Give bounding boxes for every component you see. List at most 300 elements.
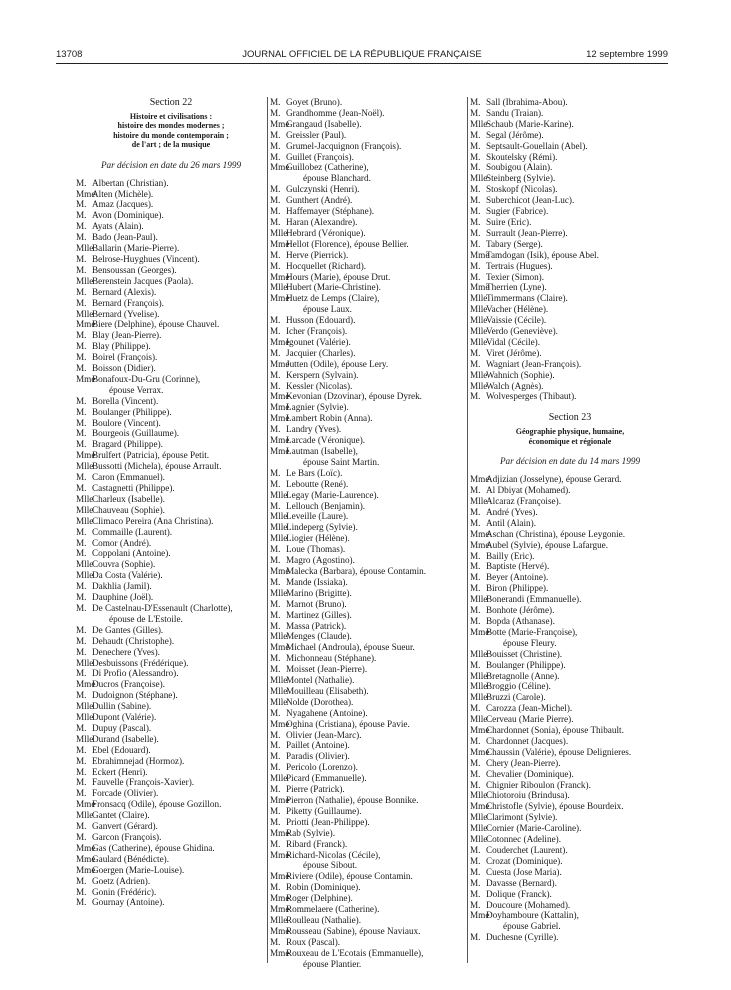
civility-title: M. (76, 330, 87, 341)
person-name: Gunthert (André). (286, 195, 353, 206)
list-item (470, 703, 670, 714)
list-item (76, 865, 266, 876)
list-item (470, 348, 670, 359)
civility-title: M. (76, 821, 87, 832)
person-name: Nyagahene (Antoine). (286, 707, 368, 718)
person-name: Jutten (Odile), épouse Lery. (286, 358, 389, 369)
list-item (270, 108, 466, 119)
list-item (76, 494, 266, 505)
list-item (470, 681, 670, 692)
civility-title: M. (270, 500, 281, 511)
civility-title: M. (270, 380, 281, 391)
civility-title: Mme (270, 271, 290, 282)
list-item (470, 206, 670, 217)
list-item (76, 788, 266, 799)
list-item (270, 228, 466, 239)
person-name: Cuesta (Jose Maria). (486, 866, 562, 877)
civility-title: Mlle (76, 559, 94, 570)
civility-title: M. (470, 855, 481, 866)
person-name: Steinberg (Sylvie). (486, 173, 556, 184)
person-name: Hellot (Florence), épouse Bellier. (286, 238, 409, 249)
civility-title: Mme (270, 904, 290, 915)
section-heading: Section 22 (149, 97, 193, 108)
civility-title: M. (270, 151, 281, 162)
civility-title: M. (470, 572, 481, 583)
civility-title: Mlle (270, 282, 288, 293)
person-name: Menges (Claude). (286, 631, 352, 642)
person-name: Haffemayer (Stéphane). (286, 206, 375, 217)
person-name: Bonafoux-Du-Gru (Corinne), (92, 373, 201, 384)
list-item (270, 282, 466, 293)
list-item (76, 232, 266, 243)
list-item (270, 588, 466, 599)
married-name: épouse Fleury. (503, 637, 557, 648)
civility-title: Mlle (270, 631, 288, 642)
person-name: Viret (Jérôme). (486, 347, 542, 358)
person-name: Gantet (Claire). (92, 810, 150, 821)
person-name: Hocquellet (Richard). (286, 260, 367, 271)
list-item (270, 250, 466, 261)
person-name: Dauphine (Joël). (92, 592, 154, 603)
civility-title: M. (270, 762, 281, 773)
civility-title: Mme (270, 849, 290, 860)
list-item (270, 337, 466, 348)
person-name: Albertan (Christian). (92, 177, 169, 188)
person-name: Crozat (Dominique). (486, 855, 563, 866)
list-item (470, 900, 670, 911)
list-item (270, 359, 466, 370)
civility-title: M. (470, 845, 481, 855)
civility-title: Mlle (470, 823, 488, 834)
civility-title: Mlle (76, 657, 94, 668)
section-heading: Section 23 (548, 412, 592, 424)
civility-title: M. (76, 417, 87, 428)
civility-title: M. (76, 286, 87, 297)
civility-title: Mme (76, 853, 96, 864)
person-name: Biron (Philippe). (486, 583, 549, 594)
list-item (270, 871, 466, 882)
list-item (270, 621, 466, 632)
person-name: Richard-Nicolas (Cécile), (286, 849, 381, 860)
list-item (470, 119, 670, 130)
person-name: Goyet (Bruno). (286, 97, 343, 107)
list-item (270, 130, 466, 141)
civility-title: M. (270, 97, 281, 107)
list-item (270, 762, 466, 773)
person-name: Verdo (Geneviève). (486, 326, 558, 337)
list-item (270, 828, 466, 839)
civility-title: M. (76, 221, 87, 232)
list-item (270, 370, 466, 381)
civility-title: M. (270, 784, 281, 795)
list-item (470, 660, 670, 671)
person-name: Septsault-Gouellain (Abel). (486, 140, 588, 151)
list-item (76, 189, 266, 200)
person-name: Magro (Agostino). (286, 555, 355, 566)
person-name: Davasse (Bernard). (486, 877, 557, 888)
civility-title: M. (270, 620, 281, 631)
person-name: Brulfert (Patricia), épouse Petit. (92, 450, 210, 461)
civility-title: M. (470, 162, 481, 173)
civility-title: M. (76, 788, 87, 799)
list-item (76, 428, 266, 439)
section-subtitle (76, 112, 266, 150)
person-name: Landry (Yves). (286, 424, 342, 435)
list-item (470, 605, 670, 616)
civility-title: Mlle (470, 380, 488, 391)
list-item (270, 435, 466, 446)
civility-title: M. (270, 653, 281, 664)
civility-title: M. (270, 936, 281, 947)
civility-title: M. (470, 899, 481, 910)
list-item (76, 854, 266, 865)
person-name: Walch (Agnès). (486, 380, 544, 391)
civility-title: Mlle (470, 648, 488, 659)
list-item (270, 817, 466, 828)
list-item (270, 501, 466, 512)
list-item (76, 298, 266, 309)
list-item (470, 714, 670, 725)
civility-title: Mme (76, 679, 96, 690)
list-item (76, 647, 266, 658)
civility-title: M. (270, 555, 281, 566)
list-item (76, 810, 266, 821)
list-item (470, 692, 670, 703)
list-item (76, 701, 266, 712)
civility-title: Mlle (76, 810, 94, 821)
civility-title: M. (270, 260, 281, 271)
list-item (270, 784, 466, 795)
list-item (270, 664, 466, 675)
person-name: Bado (Jean-Paul). (92, 232, 158, 243)
list-item (270, 839, 466, 850)
married-name: épouse Plantier. (303, 958, 362, 969)
civility-title: M. (270, 882, 281, 893)
person-name: Chardonnet (Sonia), épouse Thibault. (486, 725, 624, 736)
person-name: Forcade (Olivier). (92, 788, 159, 799)
civility-title: Mme (470, 539, 490, 550)
person-name: Segal (Jérôme). (486, 129, 544, 140)
list-item (470, 889, 670, 900)
list-item (76, 559, 266, 570)
civility-title: Mlle (76, 712, 94, 723)
person-name: Bonhote (Jérôme). (486, 605, 555, 616)
person-name: Boirel (François). (92, 352, 158, 363)
list-item (76, 199, 266, 210)
person-name: Duchesne (Cyrille). (486, 932, 559, 943)
person-name: Chardonnet (Jacques). (486, 735, 569, 746)
name-list (270, 97, 466, 970)
list-item (76, 538, 266, 549)
civility-title: M. (470, 151, 481, 162)
civility-title: M. (76, 581, 87, 592)
person-name: Surrault (Jean-Pierre). (486, 227, 568, 238)
list-item (270, 544, 466, 555)
civility-title: Mme (76, 842, 96, 853)
person-name: Schaub (Marie-Karine). (486, 118, 574, 129)
civility-title: M. (470, 506, 481, 517)
civility-title: M. (76, 439, 87, 450)
list-item (270, 730, 466, 741)
list-item (76, 221, 266, 232)
civility-title: Mlle (470, 670, 488, 681)
person-name: Bernard (Alexis). (92, 286, 157, 297)
list-item (270, 206, 466, 217)
civility-title: M. (470, 227, 481, 238)
person-name: Broggio (Céline). (486, 681, 551, 692)
person-name: Rommelaere (Catherine). (286, 904, 380, 915)
person-name: Carozza (Jean-Michel). (486, 703, 573, 714)
list-item (470, 910, 670, 921)
list-item (270, 511, 466, 522)
list-item (270, 533, 466, 544)
list-item (76, 636, 266, 647)
list-item (470, 282, 670, 293)
civility-title: Mlle (470, 812, 488, 823)
person-name: Lindeperg (Sylvie). (286, 522, 358, 533)
list-item (470, 769, 670, 780)
person-name: Riviere (Odile), épouse Contamin. (286, 871, 413, 882)
civility-title: M. (470, 550, 481, 561)
civility-title: Mme (270, 642, 290, 653)
list-item (76, 767, 266, 778)
person-name: Nolde (Dorothea). (286, 696, 354, 707)
person-name: Vaissie (Cécile). (486, 315, 547, 326)
name-list (470, 97, 670, 402)
decision-date: Par décision en date du 14 mars 1999 (499, 456, 641, 467)
person-name: De Gantes (Gilles). (92, 624, 164, 635)
list-item (270, 904, 466, 915)
subtitle-line: Géographie physique, humaine, (515, 427, 625, 437)
civility-title: M. (76, 755, 87, 766)
person-name: Gas (Catherine), épouse Ghidina. (92, 842, 215, 853)
person-name: Lambert Robin (Anna). (286, 413, 373, 424)
civility-title: M. (470, 703, 481, 714)
civility-title: M. (470, 271, 481, 282)
person-name: Wahnich (Sophie). (486, 369, 555, 380)
civility-title: Mme (470, 801, 490, 812)
person-name: Larcade (Véronique). (286, 435, 366, 446)
civility-title: M. (470, 485, 481, 496)
column-3 (470, 97, 670, 963)
person-name: Legay (Marie-Laurence). (286, 489, 379, 500)
civility-title: Mme (470, 725, 490, 736)
list-item (76, 887, 266, 898)
person-name: Durand (Isabelle). (92, 733, 159, 744)
list-item (270, 119, 466, 130)
list-item (270, 642, 466, 653)
list-item (270, 522, 466, 533)
person-name: Suire (Eric). (486, 216, 532, 227)
person-name: Icher (François). (286, 326, 348, 337)
civility-title: Mme (76, 450, 96, 461)
civility-title: M. (270, 707, 281, 718)
list-item (76, 178, 266, 189)
person-name: Kerspern (Sylvain). (286, 369, 359, 380)
list-item (470, 195, 670, 206)
person-name: Suberchicot (Jean-Luc). (486, 195, 575, 206)
civility-title: Mme (270, 565, 290, 576)
list-item (470, 272, 670, 283)
list-item (470, 162, 670, 173)
person-name: André (Yves). (486, 506, 538, 517)
civility-title: Mlle (470, 790, 488, 801)
person-name: Sall (Ibrahima-Abou). (486, 97, 568, 107)
person-name: Boulanger (Philippe). (486, 659, 566, 670)
list-item (470, 529, 670, 540)
civility-title: M. (270, 249, 281, 260)
civility-title: M. (270, 195, 281, 206)
list-item (470, 326, 670, 337)
civility-title: Mme (270, 162, 290, 173)
civility-title: M. (470, 129, 481, 140)
person-name: Bernard (Yvelise). (92, 308, 160, 319)
civility-title: M. (470, 877, 481, 888)
person-name: Rouxeau de L'Ecotais (Emmanuelle), (286, 947, 424, 958)
list-item (270, 599, 466, 610)
civility-title: M. (470, 757, 481, 768)
civility-title: M. (76, 646, 87, 657)
civility-title: Mme (270, 925, 290, 936)
list-item (270, 926, 466, 937)
civility-title: M. (270, 140, 281, 151)
civility-title: M. (270, 838, 281, 849)
list-item (470, 649, 670, 660)
civility-title: M. (470, 888, 481, 899)
person-name: Amaz (Jacques). (92, 199, 154, 210)
person-name: Goergen (Marie-Louise). (92, 864, 185, 875)
person-name: Paillet (Antoine). (286, 740, 350, 751)
column-divider (267, 97, 268, 963)
list-item (76, 407, 266, 418)
list-item (470, 725, 670, 736)
person-name: Boulanger (Philippe). (92, 406, 172, 417)
civility-title: Mme (76, 373, 96, 384)
list-item (470, 381, 670, 392)
person-name: Dupont (Valérie). (92, 712, 157, 723)
civility-title: Mlle (470, 315, 488, 326)
civility-title: Mme (270, 446, 290, 456)
person-name: Marino (Brigitte). (286, 587, 352, 598)
list-item (270, 261, 466, 272)
list-item (76, 363, 266, 374)
person-name: Alcaraz (Françoise). (486, 496, 561, 506)
civility-title: Mlle (270, 533, 288, 544)
married-name: épouse Gabriel. (503, 921, 561, 932)
person-name: Sugier (Fabrice). (486, 206, 549, 217)
civility-title: Mlle (76, 493, 94, 504)
person-name: Chiotoroiu (Brindusa). (486, 790, 570, 801)
list-item (470, 736, 670, 747)
person-name: Huetz de Lemps (Claire), (286, 293, 380, 304)
list-item (470, 747, 670, 758)
list-item (270, 577, 466, 588)
list-item (470, 801, 670, 812)
civility-title: Mme (270, 893, 290, 904)
civility-title: Mlle (76, 570, 94, 581)
list-item (76, 668, 266, 679)
person-name: Wagniart (Jean-François). (486, 358, 582, 369)
list-item (76, 625, 266, 636)
person-name: Garcon (François). (92, 832, 162, 842)
list-item (76, 658, 266, 669)
list-item (76, 690, 266, 701)
person-name: Eckert (Henri). (92, 766, 148, 777)
list-item (470, 315, 670, 326)
civility-title: Mlle (270, 773, 288, 784)
civility-title: Mme (470, 910, 490, 921)
civility-title: M. (470, 517, 481, 528)
list-item (470, 823, 670, 834)
list-item (470, 485, 670, 496)
list-item (76, 276, 266, 287)
civility-title: Mlle (470, 336, 488, 347)
person-name: Da Costa (Valérie). (92, 570, 163, 581)
list-item (270, 184, 466, 195)
civility-title: M. (470, 659, 481, 670)
list-item (270, 566, 466, 577)
list-item (76, 330, 266, 341)
person-name: Robin (Dominique). (286, 882, 361, 893)
list-item (270, 555, 466, 566)
list-item (76, 679, 266, 690)
civility-title: Mlle (76, 308, 94, 319)
civility-title: Mlle (470, 326, 488, 337)
civility-title: M. (470, 391, 481, 402)
list-item (470, 561, 670, 572)
civility-title: M. (470, 605, 481, 616)
civility-title: Mlle (270, 522, 288, 533)
civility-title: Mlle (470, 714, 488, 725)
person-name: Castagnetti (Philippe). (92, 483, 175, 493)
civility-title: M. (470, 260, 481, 271)
person-name: Loue (Thomas). (286, 544, 346, 555)
civility-title: Mme (470, 626, 490, 637)
civility-title: M. (76, 602, 87, 613)
married-name: épouse Sibout. (303, 860, 358, 871)
list-item (270, 773, 466, 784)
list-item (470, 173, 670, 184)
list-item (76, 799, 266, 810)
list-item (270, 653, 466, 664)
list-item (270, 893, 466, 904)
list-item (76, 254, 266, 265)
list-item (470, 867, 670, 878)
person-name: Bouisset (Christine). (486, 648, 563, 659)
list-item (470, 337, 670, 348)
civility-title: M. (76, 253, 87, 264)
person-name: Massa (Patrick). (286, 620, 347, 631)
list-item (470, 758, 670, 769)
person-name: Gournay (Antoine). (92, 897, 165, 908)
list-item (76, 265, 266, 276)
person-name: Jacquier (Charles). (286, 347, 356, 358)
person-name: Christofle (Sylvie), épouse Bourdeix. (486, 801, 624, 812)
civility-title: Mlle (76, 275, 94, 286)
person-name: Mouilleau (Elisabeth). (286, 685, 369, 696)
person-name: Goetz (Adrien). (92, 875, 151, 886)
civility-title: M. (76, 722, 87, 733)
civility-title: M. (76, 886, 87, 897)
person-name: Texier (Simon). (486, 271, 545, 282)
list-item (76, 210, 266, 221)
civility-title: M. (470, 866, 481, 877)
civility-title: Mlle (76, 461, 94, 472)
list-item (470, 97, 670, 108)
person-name: Martinez (Gilles). (286, 609, 352, 620)
list-item (470, 551, 670, 562)
civility-title: M. (270, 598, 281, 609)
